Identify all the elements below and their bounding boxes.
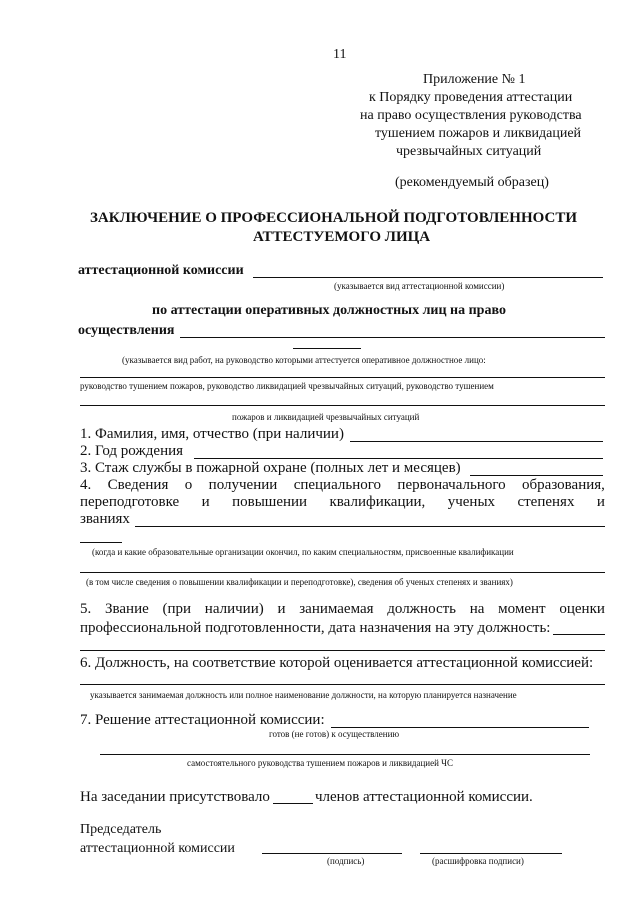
appendix-line-3: на право осуществления руководства (360, 108, 582, 123)
work-type-hint-3: пожаров и ликвидацией чрезвычайных ситуаций (232, 412, 420, 422)
signature-decode-hint: (расшифровка подписи) (432, 856, 524, 866)
appendix-line-4: тушением пожаров и ликвидацией (375, 126, 582, 141)
item-7-label: 7. Решение аттестационной комиссии: (80, 712, 325, 728)
work-type-field-short[interactable] (293, 348, 361, 349)
document-title-line-1: ЗАКЛЮЧЕНИЕ О ПРОФЕССИОНАЛЬНОЙ ПОДГОТОВЛЕННОСТИ (90, 210, 577, 226)
education-field-short[interactable] (80, 542, 122, 543)
appendix-line-5: чрезвычайных ситуаций (396, 144, 542, 159)
education-field-2[interactable] (80, 572, 605, 573)
item-4-hint-2: (в том числе сведения о повышении квалификации и переподготовке), сведения об ученых степенях и званиях) (86, 577, 513, 587)
item-5-word: занимаемая (299, 601, 374, 617)
full-name-field[interactable] (350, 441, 603, 442)
work-type-hint-1: (указывается вид работ, на руководство которыми аттестуется оперативное должностное лицо: (122, 355, 486, 365)
meeting-text-before: На заседании присутствовало (80, 789, 270, 805)
item-4-word: образования, (522, 477, 605, 493)
item-4-word: повышении (232, 494, 308, 510)
item-5-line-1 (80, 601, 605, 618)
item-4-word: специального (293, 477, 382, 493)
education-field[interactable] (135, 526, 605, 527)
item-5-word: и (277, 601, 286, 617)
position-date-field-2[interactable] (80, 650, 605, 651)
item-1-label: 1. Фамилия, имя, отчество (при наличии) (80, 426, 344, 442)
item-5-line-2: профессиональной подготовленности, дата назначения на эту должность: (80, 620, 551, 636)
attestation-line-1: по аттестации оперативных должностных лиц на право (152, 303, 506, 318)
evaluated-position-field[interactable] (80, 684, 605, 685)
item-5-word: (при (162, 601, 192, 617)
chairman-label: Председатель (80, 822, 162, 837)
item-6-label: 6. Должность, на соответствие которой оценивается аттестационной комиссией: (80, 655, 594, 671)
commission-hint: (указывается вид аттестационной комиссии) (334, 281, 505, 291)
item-7-hint-1: готов (не готов) к осуществлению (269, 729, 400, 739)
item-5-word: момент (498, 601, 546, 617)
item-5-word: наличии) (204, 601, 264, 617)
item-4-word: о (184, 477, 193, 493)
item-5-word: должность (387, 601, 457, 617)
meeting-text-after: членов аттестационной комиссии. (315, 789, 533, 805)
item-4-word: получении (208, 477, 278, 493)
item-4-word: переподготовке (80, 494, 180, 510)
item-4-line-2 (80, 494, 605, 511)
position-date-field[interactable] (553, 634, 605, 635)
item-4-word: степенях (517, 494, 575, 510)
item-4-hint-1: (когда и какие образовательные организации окончил, по каким специальностям, присвоенные квалификации (92, 547, 514, 557)
work-type-field-2[interactable] (80, 377, 605, 378)
commission-field[interactable] (253, 277, 603, 278)
item-4-word: первоначального (397, 477, 506, 493)
signature-hint: (подпись) (327, 856, 365, 866)
commission-label: аттестационной комиссии (78, 263, 244, 278)
work-type-field[interactable] (180, 337, 605, 338)
page-number: 11 (333, 47, 347, 62)
decision-field-2[interactable] (100, 754, 590, 755)
item-4-word: и (201, 494, 210, 510)
item-4-line-3: званиях (80, 511, 130, 527)
item-4-word: ученых (447, 494, 496, 510)
item-2-label: 2. Год рождения (80, 443, 184, 459)
attestation-line-2: осуществления (78, 323, 175, 338)
members-count-field[interactable] (273, 803, 313, 804)
item-5-word: Звание (104, 601, 149, 617)
chairman-commission-label: аттестационной комиссии (80, 841, 235, 856)
decision-field[interactable] (331, 727, 589, 728)
signature-decode-field[interactable] (420, 853, 562, 854)
item-4-word: 4. (80, 477, 92, 493)
work-type-hint-2: руководство тушением пожаров, руководство ликвидацией чрезвычайных ситуаций, руководство тушением (80, 381, 494, 391)
item-3-label: 3. Стаж службы в пожарной охране (полных лет и месяцев) (80, 460, 461, 476)
work-type-field-3[interactable] (80, 405, 605, 406)
signature-field[interactable] (262, 853, 402, 854)
item-4-word: Сведения (107, 477, 169, 493)
item-6-hint: указывается занимаемая должность или полное наименование должности, на которую планируется назначение (90, 690, 517, 700)
document-title-line-2: АТТЕСТУЕМОГО ЛИЦА (253, 229, 431, 245)
sample-note: (рекомендуемый образец) (395, 175, 549, 190)
birth-year-field[interactable] (194, 458, 603, 459)
item-4-line-1 (80, 477, 605, 494)
item-5-word: на (469, 601, 485, 617)
item-4-word: и (596, 494, 605, 510)
item-5-word: оценки (559, 601, 605, 617)
appendix-line-1: Приложение № 1 (423, 72, 526, 87)
item-5-word: 5. (80, 601, 92, 617)
item-4-word: квалификации, (329, 494, 426, 510)
service-length-field[interactable] (470, 475, 603, 476)
appendix-line-2: к Порядку проведения аттестации (369, 90, 573, 105)
item-7-hint-2: самостоятельного руководства тушением пожаров и ликвидацией ЧС (187, 758, 454, 768)
